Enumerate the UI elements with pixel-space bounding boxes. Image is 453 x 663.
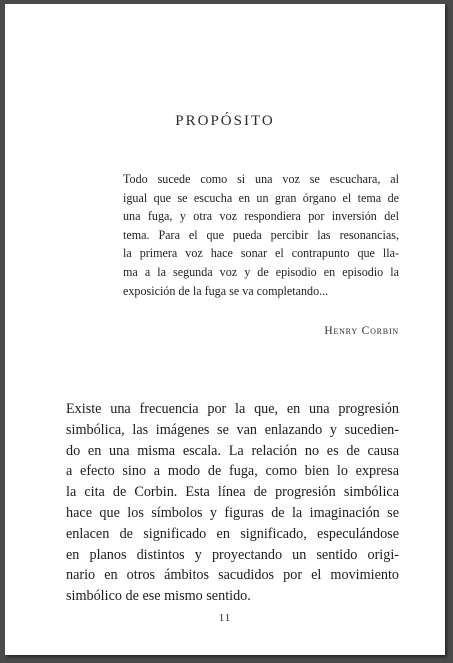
epigraph-attribution: Henry Corbin [324,325,399,337]
body-line: do en una misma escala. La relación no es de causa [66,442,399,459]
epigraph-line: ma a la segunda voz y de episodio en episodio la [123,264,399,279]
epigraph [123,170,399,300]
book-page [5,4,445,655]
epigraph-line: la primera voz hace sonar el contrapunto que lla- [123,246,399,261]
body-line: a efecto sino a modo de fuga, como bien lo expresa [66,463,399,480]
body-line: la cita de Corbin. Esta línea de progresión simbólica [66,484,399,501]
epigraph-line: exposición de la fuga se va completando... [123,283,329,298]
epigraph-line: una fuga, y otra voz respondiera por inversión del [123,209,399,224]
epigraph-line: tema. Para el que pueda percibir las resonancias, [123,227,399,242]
body-line: enlacen de significado en significado, especulándose [66,525,399,542]
body-paragraph [66,399,399,607]
page-number: 11 [218,612,232,624]
body-line: hace que los símbolos y figuras de la imaginación se [66,504,399,521]
body-line: simbólica, las imágenes se van enlazando y sucedien- [66,421,399,438]
body-line: Existe una frecuencia por la que, en una progresión [66,401,399,417]
chapter-title: PROPÓSITO [175,113,275,129]
epigraph-line: igual que se escucha en un gran órgano el tema de [123,190,399,205]
body-line: nario en otros ámbitos sacudidos por el movimiento [66,567,399,584]
epigraph-line: Todo sucede como si una voz se escuchara, al [123,172,399,186]
body-line: simbólico de ese mismo sentido. [66,588,251,605]
body-line: en planos distintos y proyectando un sentido origi- [66,546,399,563]
